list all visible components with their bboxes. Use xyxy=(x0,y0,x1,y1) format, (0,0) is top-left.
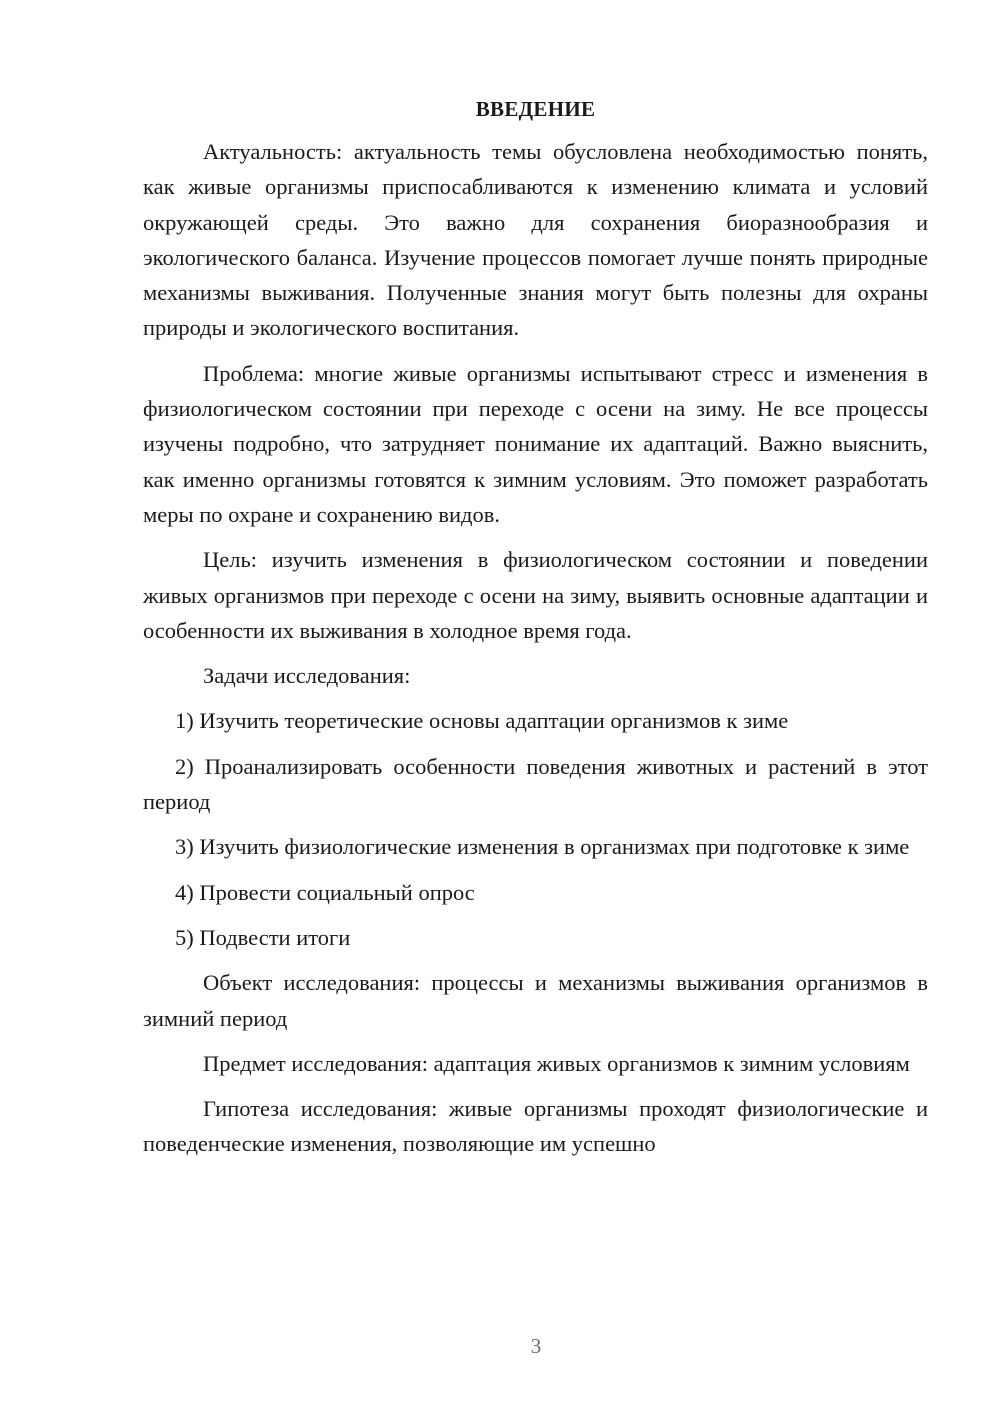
task-item: 2) Проанализировать особенности поведения животных и растений в этот период xyxy=(143,753,928,815)
tasks-heading: Задачи исследования: xyxy=(203,663,411,689)
goal-paragraph: Цель: изучить изменения в физиологическом состоянии и поведении живых организмов при переходе с осени на зиму, выявить основные адаптации и особенности их выживания в холодное время года. xyxy=(143,547,928,643)
relevance-paragraph: Актуальность: актуальность темы обусловлена необходимостью понять, как живые организмы приспосабливаются к изменению климата и условий окружающей среды. Это важно для сохранения биоразнообразия и экологического баланса. Изучение процессов помогает лучше понять природные механизмы выживания. Полученные знания могут быть полезны для охраны природы и экологического воспитания. xyxy=(143,139,928,341)
object-paragraph: Объект исследования: процессы и механизмы выживания организмов в зимний период xyxy=(143,970,928,1031)
page-content xyxy=(143,92,928,1172)
hypothesis-paragraph: Гипотеза исследования: живые организмы проходят физиологические и поведенческие изменения, позволяющие им успешно xyxy=(143,1096,928,1157)
page-number: 3 xyxy=(530,1334,542,1358)
section-title: ВВЕДЕНИЕ xyxy=(475,97,596,121)
task-item: 1) Изучить теоретические основы адаптации организмов к зиме xyxy=(175,708,789,734)
problem-paragraph: Проблема: многие живые организмы испытывают стресс и изменения в физиологическом состоянии при переходе с осени на зиму. Не все процессы изучены подробно, что затрудняет понимание их адаптаций. Важно выяснить, как именно организмы готовятся к зимним условиям. Это поможет разработать меры по охране и сохранению видов. xyxy=(143,360,928,527)
task-item: 3) Изучить физиологические изменения в организмах при подготовке к зиме xyxy=(175,834,910,860)
task-item: 5) Подвести итоги xyxy=(175,924,351,950)
task-item: 4) Провести социальный опрос xyxy=(175,879,475,905)
subject-paragraph: Предмет исследования: адаптация живых организмов к зимним условиям xyxy=(203,1050,910,1076)
